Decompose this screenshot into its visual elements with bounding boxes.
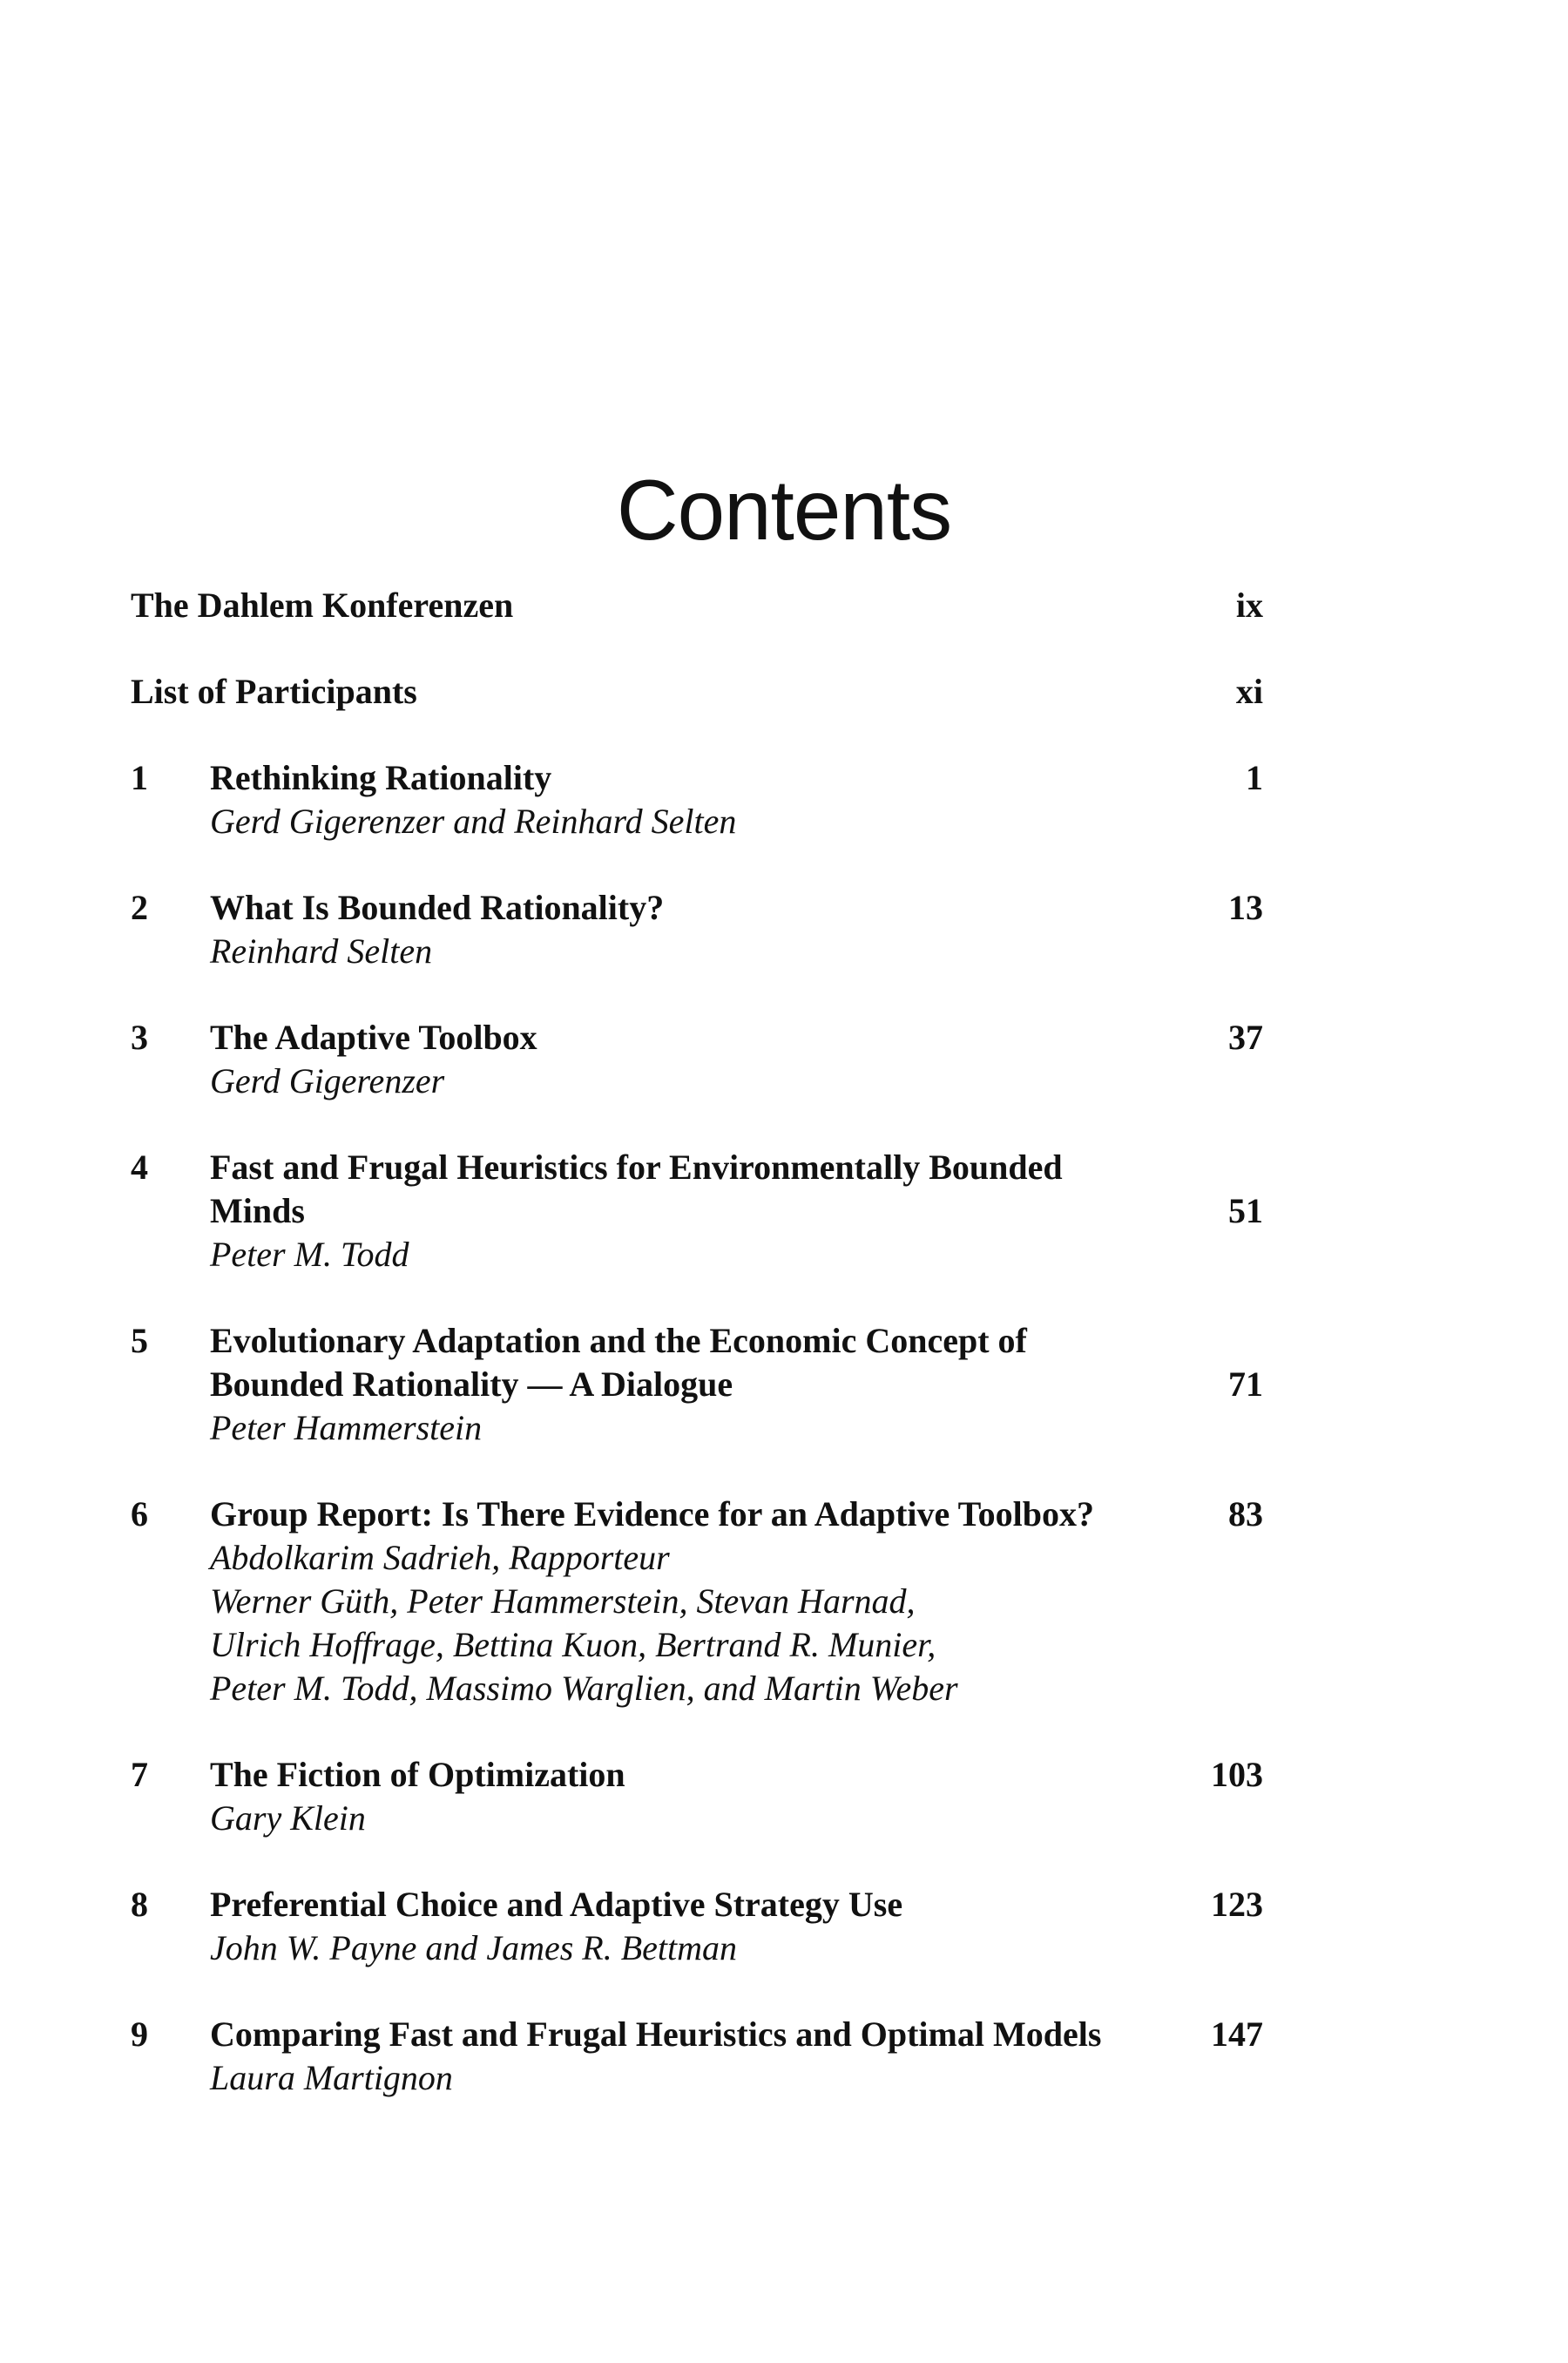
chapter-title[interactable]: The Adaptive Toolbox (210, 1018, 537, 1057)
toc-chapter-7[interactable] (131, 1753, 1263, 1840)
chapter-number: 4 (131, 1148, 148, 1187)
chapter-authors: Laura Martignon (210, 2058, 453, 2097)
page-number: 83 (1228, 1494, 1263, 1534)
chapter-title[interactable]: Comparing Fast and Frugal Heuristics and Optimal Models (210, 2014, 1102, 2054)
page-number: 51 (1228, 1191, 1263, 1230)
page-title: Contents (616, 461, 952, 558)
chapter-number: 8 (131, 1885, 148, 1924)
toc-chapter-2[interactable] (131, 886, 1263, 973)
chapter-title-line[interactable]: Evolutionary Adaptation and the Economic Concept of (210, 1321, 1027, 1360)
page-number: 13 (1228, 888, 1263, 927)
chapter-number: 3 (131, 1018, 148, 1057)
page-number: 71 (1228, 1364, 1263, 1404)
chapter-number: 1 (131, 758, 148, 797)
page-number: 37 (1228, 1018, 1263, 1057)
chapter-authors: Peter Hammerstein (210, 1408, 483, 1447)
chapter-number: 7 (131, 1755, 148, 1794)
page-number: 1 (1246, 758, 1263, 797)
toc-chapter-6[interactable] (131, 1493, 1263, 1710)
chapter-authors: Peter M. Todd (210, 1235, 409, 1274)
toc-chapter-1[interactable] (131, 756, 1263, 843)
chapter-authors: Werner Güth, Peter Hammerstein, Stevan Harnad, (210, 1581, 916, 1621)
chapter-authors: Peter M. Todd, Massimo Warglien, and Martin Weber (210, 1669, 958, 1708)
chapter-authors-rapporteur: Abdolkarim Sadrieh, Rapporteur (210, 1538, 670, 1577)
page-number: 147 (1211, 2014, 1263, 2054)
chapter-title[interactable]: Group Report: Is There Evidence for an Adaptive Toolbox? (210, 1494, 1094, 1534)
entry-title[interactable]: List of Participants (131, 672, 417, 711)
chapter-authors: John W. Payne and James R. Bettman (210, 1928, 738, 1967)
page-number: 123 (1211, 1885, 1263, 1924)
chapter-title[interactable]: Rethinking Rationality (210, 758, 552, 797)
chapter-title[interactable]: What Is Bounded Rationality? (210, 888, 665, 927)
page-number: 103 (1211, 1755, 1263, 1794)
chapter-title[interactable]: Preferential Choice and Adaptive Strategy Use (210, 1885, 903, 1924)
chapter-title-line[interactable]: Minds (210, 1191, 305, 1230)
toc-entry-list-of-participants[interactable] (131, 670, 1263, 714)
chapter-title[interactable]: The Fiction of Optimization (210, 1755, 625, 1794)
chapter-title-line[interactable]: Bounded Rationality — A Dialogue (210, 1364, 733, 1404)
chapter-number: 2 (131, 888, 148, 927)
toc-entry-dahlem-konferenzen[interactable] (131, 584, 1263, 627)
toc-chapter-3[interactable] (131, 1016, 1263, 1103)
toc-chapter-4[interactable] (131, 1146, 1263, 1276)
page-number: ix (1235, 586, 1263, 625)
toc-chapter-8[interactable] (131, 1883, 1263, 1970)
chapter-number: 9 (131, 2014, 148, 2054)
chapter-title-line[interactable]: Fast and Frugal Heuristics for Environmentally Bounded (210, 1148, 1063, 1187)
toc-chapter-9[interactable] (131, 2013, 1263, 2100)
chapter-authors: Gerd Gigerenzer (210, 1061, 445, 1100)
page-number: xi (1235, 672, 1263, 711)
table-of-contents (131, 584, 1263, 2143)
chapter-authors: Reinhard Selten (210, 931, 433, 971)
chapter-authors: Gerd Gigerenzer and Reinhard Selten (210, 802, 737, 841)
toc-chapter-5[interactable] (131, 1319, 1263, 1450)
entry-title[interactable]: The Dahlem Konferenzen (131, 586, 514, 625)
chapter-number: 6 (131, 1494, 148, 1534)
chapter-authors: Ulrich Hoffrage, Bettina Kuon, Bertrand R. Munier, (210, 1625, 936, 1664)
chapter-authors: Gary Klein (210, 1798, 366, 1838)
chapter-number: 5 (131, 1321, 148, 1360)
